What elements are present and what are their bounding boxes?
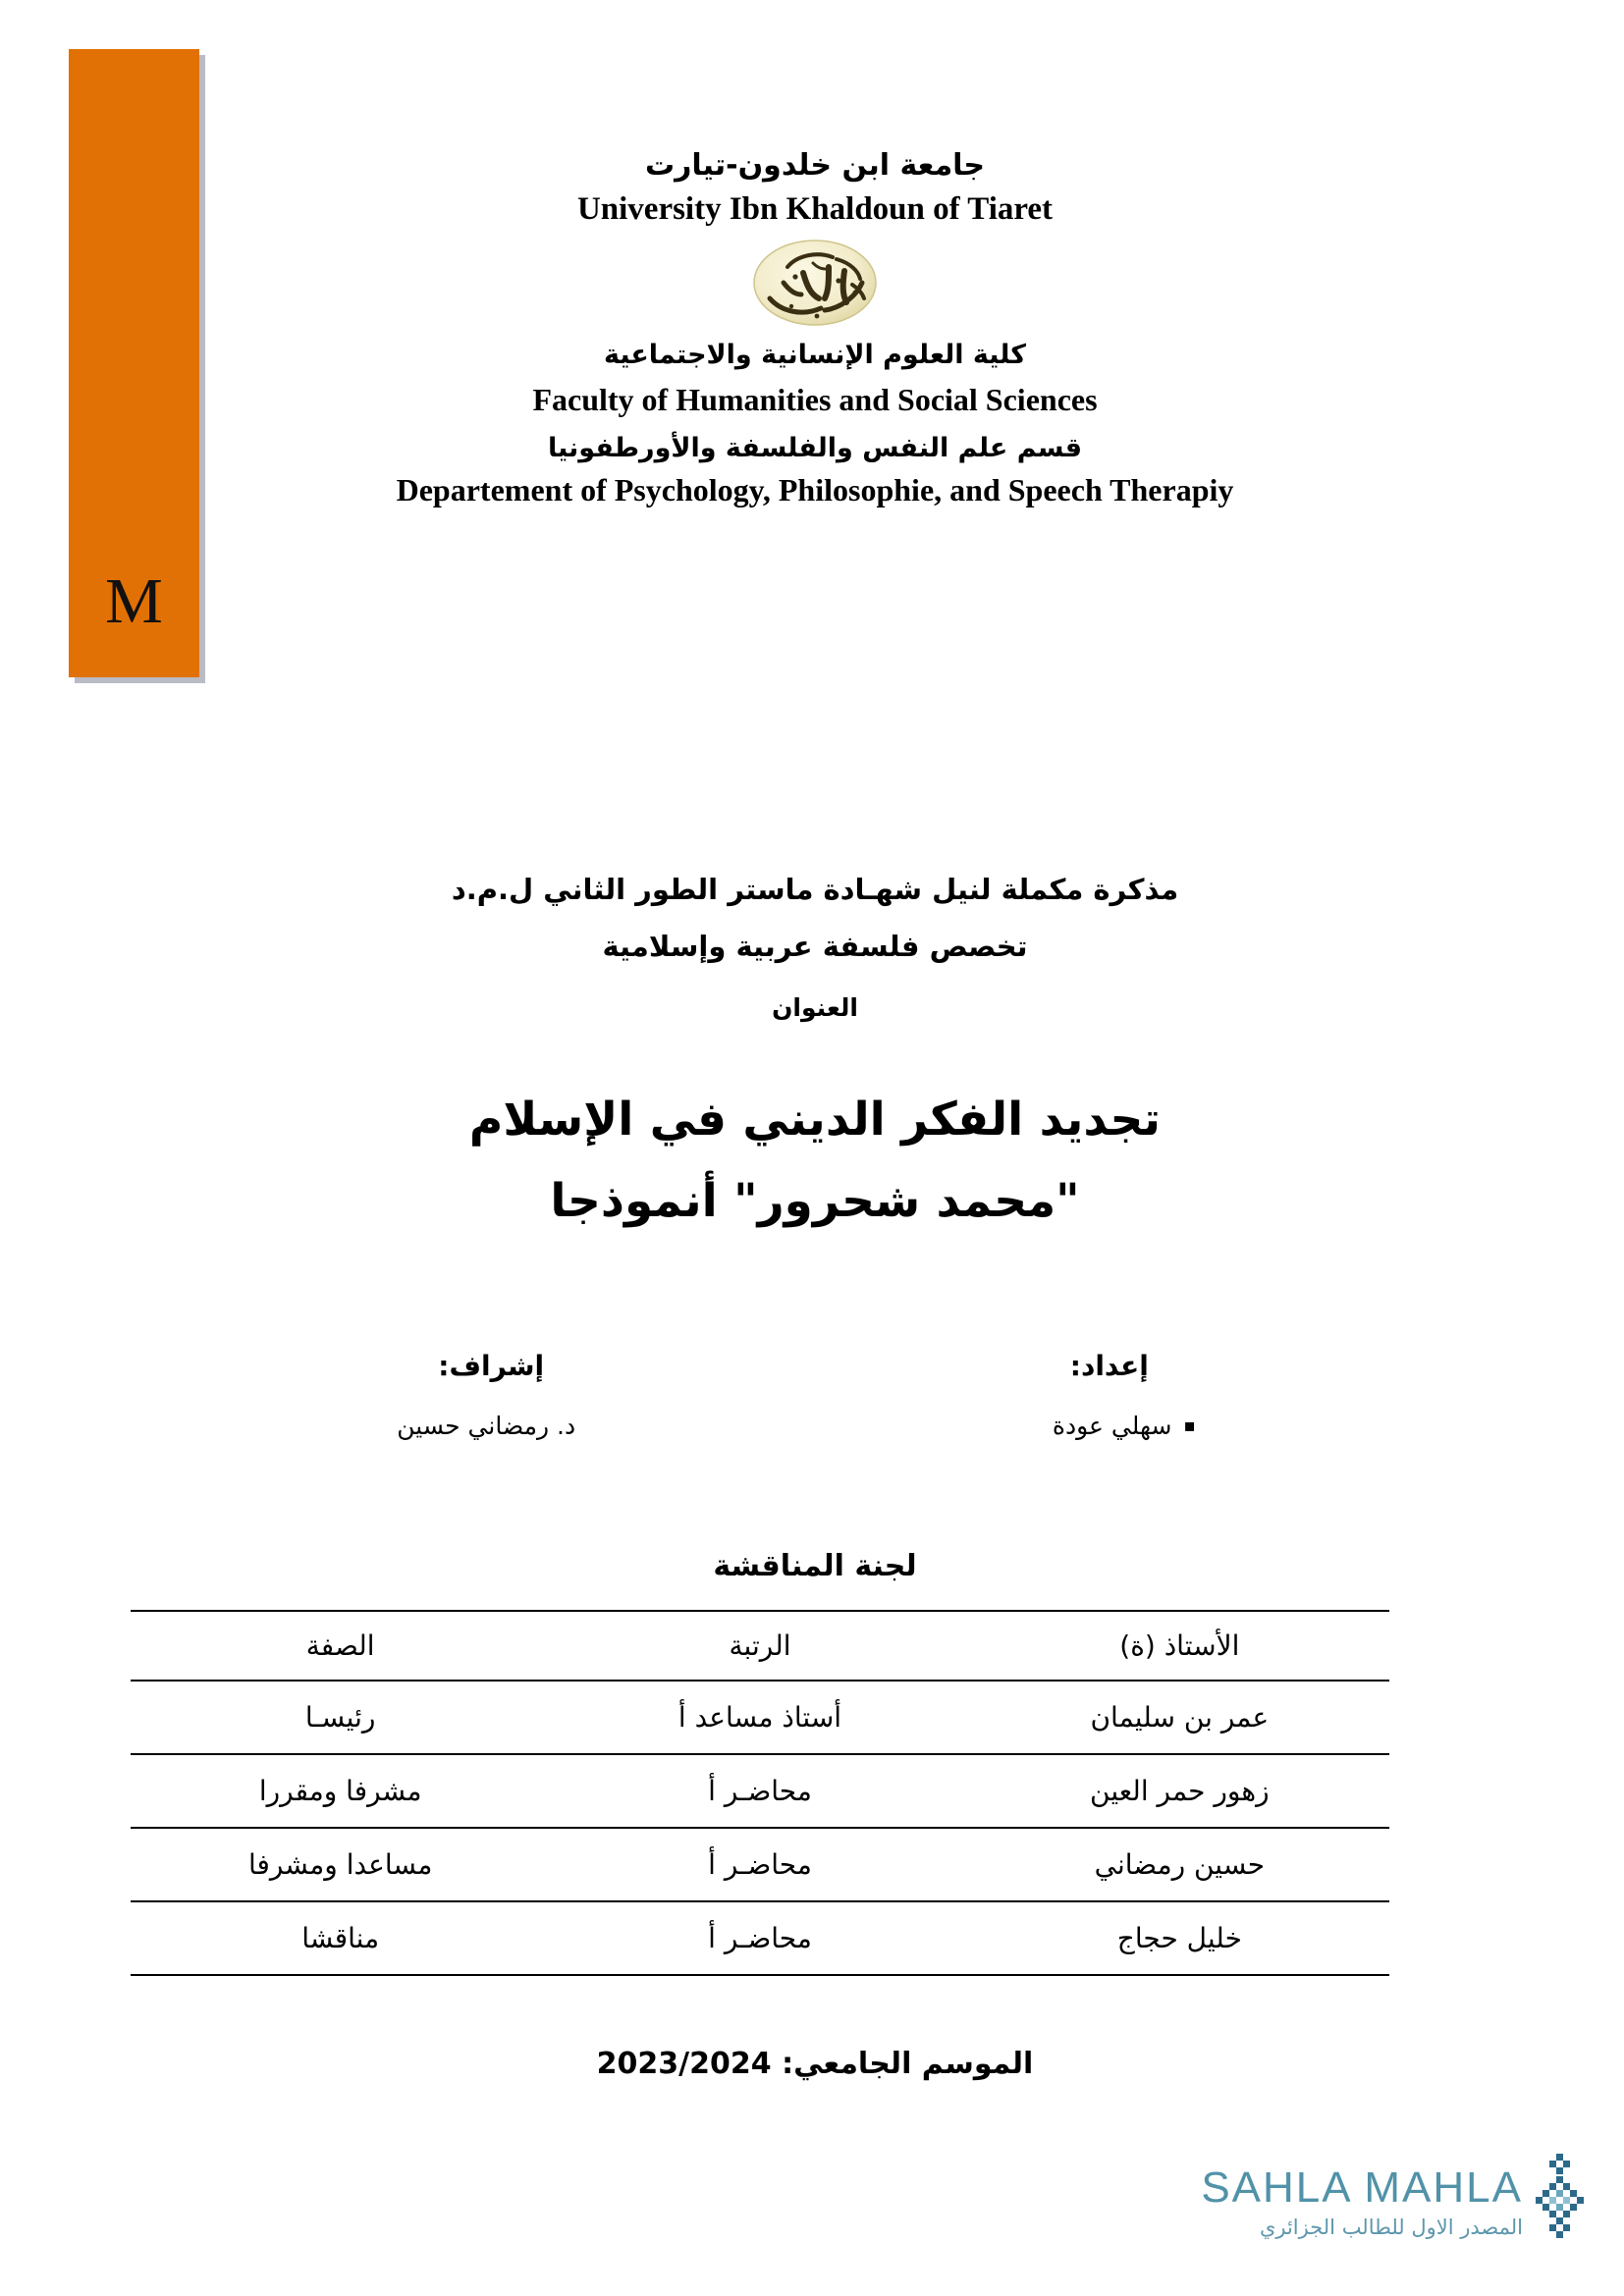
institution-header [206, 147, 1424, 509]
column-header-role: الصفة [131, 1611, 550, 1681]
committee-table-wrapper [131, 1610, 1389, 1976]
degree-statement [206, 869, 1424, 1022]
degree-line-2: تخصص فلسفة عربية وإسلامية [602, 929, 1028, 963]
member-role: رئيسـا [304, 1701, 376, 1734]
table-row [131, 1681, 1389, 1754]
faculty-name-english: Faculty of Humanities and Social Sciences [532, 382, 1098, 418]
watermark-tagline: المصدر الاول للطالب الجزائري [1259, 2215, 1523, 2239]
committee-table-head [131, 1611, 1389, 1681]
watermark-ornament [1529, 2153, 1590, 2252]
author-column [864, 1350, 1424, 1440]
committee-table-body [131, 1681, 1389, 1975]
column-header-professor: الأستاذ (ة) [970, 1611, 1389, 1681]
table-row [131, 1828, 1389, 1901]
credits-row [206, 1350, 1424, 1440]
bullet-icon: ▪ [1183, 1415, 1196, 1436]
table-row [131, 1901, 1389, 1975]
title-label: العنوان [772, 993, 858, 1022]
department-name-english: Departement of Psychology, Philosophie, and Speech Therapiy [396, 472, 1234, 508]
member-rank: محاضـر أ [550, 1828, 969, 1901]
watermark-text [1201, 2163, 1523, 2239]
member-role: مساعدا ومشرفا [131, 1828, 550, 1901]
diamond-ornament-icon [1529, 2153, 1590, 2247]
side-block-letter: M [105, 565, 163, 637]
university-name-arabic: جامعة ابن خلدون-تيارت [644, 148, 986, 183]
committee-header-row [131, 1611, 1389, 1681]
member-name: حسين رمضاني [970, 1828, 1389, 1901]
orange-side-block [69, 49, 199, 677]
author-name-text: سهلي عودة [1052, 1412, 1172, 1440]
member-role: مشرفا ومقررا [131, 1754, 550, 1828]
department-name-arabic: قسم علم النفس والفلسفة والأورطفونيا [547, 433, 1083, 464]
faculty-name-arabic: كلية العلوم الإنسانية والاجتماعية [603, 340, 1027, 371]
watermark-brand: SAHLA MAHLA [1201, 2163, 1523, 2212]
supervisor-name: د. رمضاني حسين [397, 1412, 576, 1440]
thesis-title-line-1: تجديد الفكر الديني في الإسلام [468, 1093, 1162, 1147]
member-role: مناقشا [131, 1901, 550, 1975]
column-header-rank: الرتبة [550, 1611, 969, 1681]
thesis-title [206, 1085, 1424, 1238]
university-emblem [206, 238, 1424, 328]
credits-section [206, 1350, 1424, 1440]
supervisor-column [206, 1350, 766, 1440]
member-rank: أستاذ مساعد أ [677, 1701, 842, 1734]
member-rank: محاضـر أ [550, 1754, 969, 1828]
committee-title: لجنة المناقشة [713, 1549, 917, 1583]
sahla-mahla-watermark [1128, 2153, 1590, 2252]
thesis-title-line-2: "محمد شحرور" أنموذجا [550, 1173, 1080, 1228]
committee-table [131, 1610, 1389, 1976]
emblem-icon [727, 238, 903, 328]
degree-line-1: مذكرة مكملة لنيل شهـادة ماستر الطور الثاني ل.م.د [451, 873, 1179, 906]
author-name [864, 1412, 1384, 1440]
member-rank: محاضـر أ [550, 1901, 969, 1975]
supervisor-label: إشراف: [438, 1350, 545, 1382]
member-name: عمر بن سليمان [1090, 1701, 1270, 1734]
author-label: إعداد: [1069, 1350, 1149, 1382]
academic-season: الموسم الجامعي: 2023/2024 [596, 2047, 1034, 2081]
member-name: خليل حجاج [970, 1901, 1389, 1975]
university-name-english: University Ibn Khaldoun of Tiaret [576, 190, 1054, 227]
table-row [131, 1754, 1389, 1828]
member-name: زهور حمر العين [970, 1754, 1389, 1828]
